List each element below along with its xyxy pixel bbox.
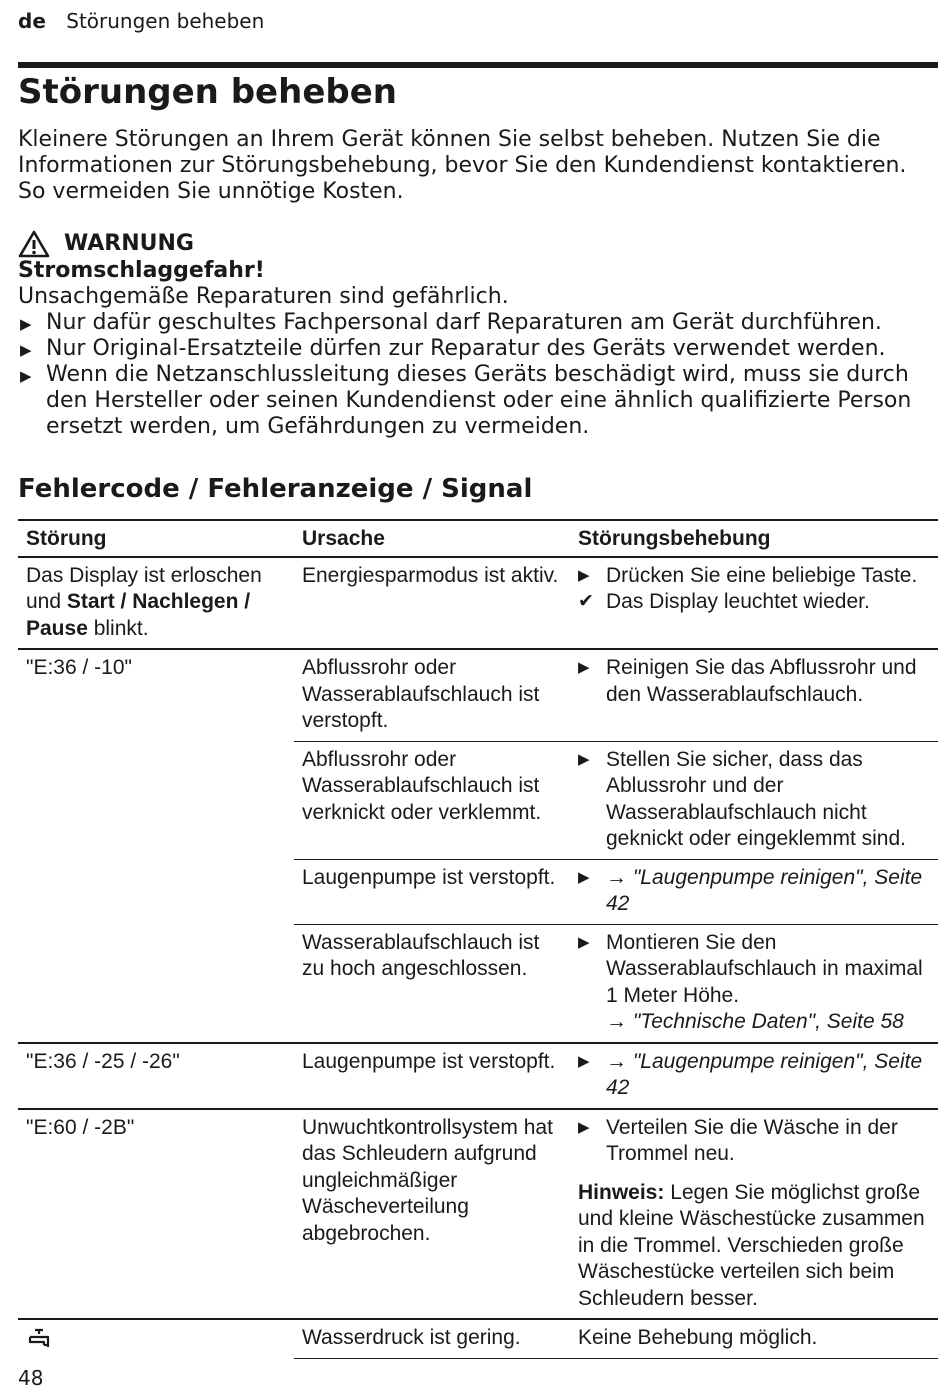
warning-text: Unsachgemäße Reparaturen sind gefährlich. (18, 284, 509, 309)
cause-cell: Wasserablaufschlauch ist zu hoch angeschlossen. (294, 924, 570, 1043)
fault-table (18, 519, 938, 1359)
col-header-fault: Störung (18, 520, 294, 557)
page-title: Störungen beheben (18, 72, 397, 112)
cause-cell: Laugenpumpe ist verstopft. (294, 859, 570, 924)
remedy-cell: ▶ Drücken Sie eine beliebige Taste. ✔ Das Display leuchtet wieder. (570, 557, 938, 650)
warning-label: WARNUNG (64, 231, 194, 256)
note-text: Hinweis: Legen Sie möglichst große und kleine Wäschestücke zusammen in die Trommel. Verschieden große Wäschestücke verteilen sich beim Schleudern besser. (578, 1180, 925, 1310)
table-header-row (18, 520, 938, 557)
fault-code-cell: "E:60 / -2B" (18, 1109, 294, 1320)
remedy-cell: Keine Behebung möglich. (570, 1319, 938, 1358)
header-section: Störungen beheben (66, 9, 265, 33)
table-row (18, 1109, 938, 1320)
cause-cell: Abflussrohr oder Wasserablaufschlauch ist verstopft. (294, 649, 570, 741)
page-number: 48 (18, 1366, 44, 1390)
warning-bullets (18, 310, 938, 440)
remedy-cell: ▶ Montieren Sie den Wasserablaufschlauch in maximal 1 Meter Höhe. → "Technische Daten", Seite 58 (570, 924, 938, 1043)
intro-paragraph: Kleinere Störungen an Ihrem Gerät können Sie selbst beheben. Nutzen Sie die Informationen zur Störungsbehebung, bevor Sie den Kundendienst kontaktieren. So vermeiden Sie unnötige Kosten. (18, 127, 907, 204)
warning-box (18, 230, 938, 440)
warning-title (18, 230, 938, 258)
warning-subtitle: Stromschlaggefahr! (18, 258, 265, 283)
col-header-remedy: Störungsbehebung (570, 520, 938, 557)
check-icon: ✔ (578, 591, 594, 612)
remedy-cell: ▶ Stellen Sie sicher, dass das Ablussrohr und der Wasserablaufschlauch nicht geknickt oder eingeklemmt sind. (570, 741, 938, 859)
col-header-cause: Ursache (294, 520, 570, 557)
arrow-icon: → (606, 865, 627, 889)
table-row (18, 1043, 938, 1109)
cause-cell: Laugenpumpe ist verstopft. (294, 1043, 570, 1109)
cause-cell: Energiesparmodus ist aktiv. (294, 557, 570, 650)
remedy-cell: ▶ Verteilen Sie die Wäsche in der Trommel neu. Hinweis: Legen Sie möglichst große und kleine Wäschestücke zusammen in die Trommel. Verschieden große Wäschestücke verteilen sich beim Schleudern besser. (570, 1109, 938, 1320)
arrow-icon: → (606, 1049, 627, 1073)
table-row (18, 557, 938, 650)
warning-triangle-icon (18, 230, 50, 258)
page-header (18, 9, 264, 33)
cause-cell: Abflussrohr oder Wasserablaufschlauch ist verknickt oder verklemmt. (294, 741, 570, 859)
cause-cell: Wasserdruck ist gering. (294, 1319, 570, 1358)
fault-code-cell: "E:36 / -25 / -26" (18, 1043, 294, 1109)
fault-code-cell: "E:36 / -10" (18, 649, 294, 1043)
warning-bullet: ▶ Wenn die Netzanschlussleitung dieses Geräts beschädigt wird, muss sie durch den Hersteller oder seinen Kundendienst oder eine ähnlich qualifizierte Person ersetzt werden, um Gefährdungen zu vermeiden. (20, 362, 912, 439)
cause-cell: Unwuchtkontrollsystem hat das Schleudern aufgrund ungleichmäßiger Wäscheverteilung abgebrochen. (294, 1109, 570, 1320)
fault-cell: Das Display ist erloschen und Start / Nachlegen / Pause blinkt. (18, 557, 294, 650)
fault-signal-cell (18, 1319, 294, 1358)
table-row (18, 649, 938, 741)
warning-bullet: ▶ Nur dafür geschultes Fachpersonal darf Reparaturen am Gerät durchführen. (20, 310, 882, 335)
header-rule (18, 62, 938, 68)
remedy-cell: ▶ → "Laugenpumpe reinigen", Seite 42 (570, 1043, 938, 1109)
warning-bullet: ▶ Nur Original-Ersatzteile dürfen zur Reparatur des Geräts verwendet werden. (20, 336, 886, 361)
water-tap-icon (26, 1327, 286, 1349)
section-heading: Fehlercode / Fehleranzeige / Signal (18, 474, 533, 504)
language-code: de (18, 9, 46, 33)
remedy-cell: ▶ → "Laugenpumpe reinigen", Seite 42 (570, 859, 938, 924)
table-row (18, 1319, 938, 1358)
remedy-cell: ▶ Reinigen Sie das Abflussrohr und den Wasserablaufschlauch. (570, 649, 938, 741)
arrow-icon: → (606, 1010, 627, 1033)
